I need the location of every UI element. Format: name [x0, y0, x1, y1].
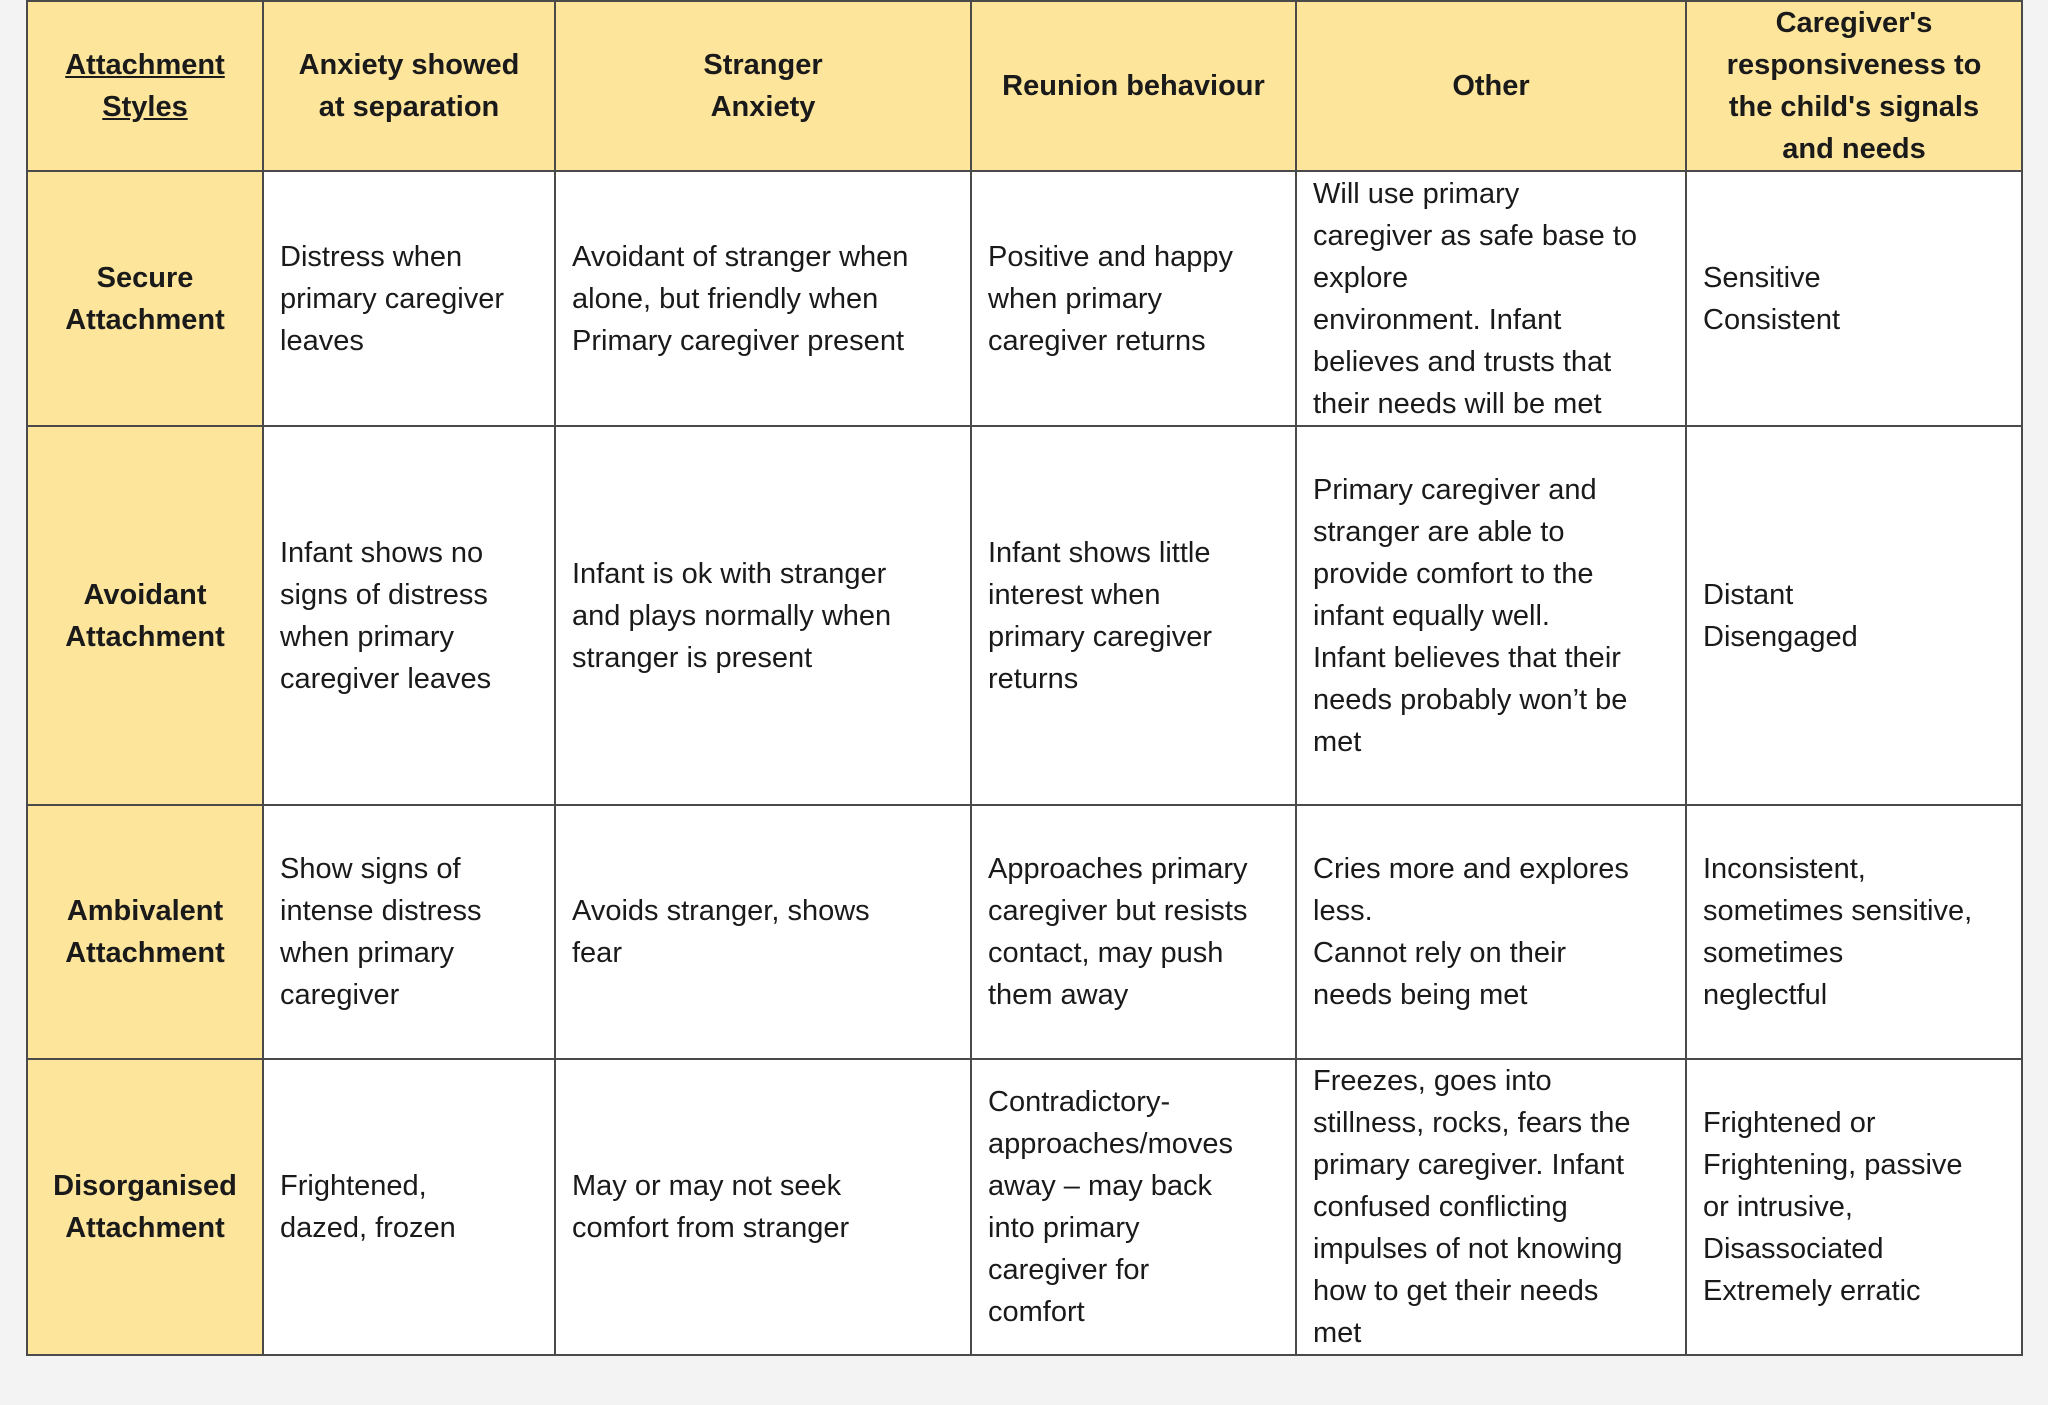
header-reunion-behaviour: Reunion behaviour: [971, 1, 1296, 171]
cell-anxiety-at-separation: Infant shows no signs of distress when primary caregiver leaves: [263, 426, 555, 805]
header-row: [27, 1, 2022, 171]
cell-caregiver-responsiveness: Frightened or Frightening, passive or intrusive, Disassociated Extremely erratic: [1686, 1059, 2022, 1355]
attachment-styles-table: [26, 0, 2023, 1356]
table-row: [27, 171, 2022, 426]
cell-stranger-anxiety: Infant is ok with stranger and plays normally when stranger is present: [555, 426, 971, 805]
cell-anxiety-at-separation: Show signs of intense distress when primary caregiver: [263, 805, 555, 1059]
cell-anxiety-at-separation: Distress when primary caregiver leaves: [263, 171, 555, 426]
row-label-disorganised: Disorganised Attachment: [27, 1059, 263, 1355]
row-label-avoidant: Avoidant Attachment: [27, 426, 263, 805]
header-other: Other: [1296, 1, 1686, 171]
cell-caregiver-responsiveness: Distant Disengaged: [1686, 426, 2022, 805]
cell-other: Will use primary caregiver as safe base to explore environment. Infant believes and trusts that their needs will be met: [1296, 171, 1686, 426]
cell-stranger-anxiety: Avoidant of stranger when alone, but friendly when Primary caregiver present: [555, 171, 971, 426]
cell-other: Primary caregiver and stranger are able to provide comfort to the infant equally well. Infant believes that their needs probably won’t be met: [1296, 426, 1686, 805]
cell-reunion-behaviour: Infant shows little interest when primary caregiver returns: [971, 426, 1296, 805]
header-attachment-styles: [27, 1, 263, 171]
row-label-ambivalent: Ambivalent Attachment: [27, 805, 263, 1059]
table-row: [27, 805, 2022, 1059]
cell-other: Cries more and explores less. Cannot rely on their needs being met: [1296, 805, 1686, 1059]
header-attachment-styles-label: Attachment Styles: [65, 49, 225, 123]
cell-anxiety-at-separation: Frightened, dazed, frozen: [263, 1059, 555, 1355]
cell-caregiver-responsiveness: Inconsistent, sometimes sensitive, sometimes neglectful: [1686, 805, 2022, 1059]
row-label-secure: Secure Attachment: [27, 171, 263, 426]
table-row: [27, 426, 2022, 805]
cell-stranger-anxiety: May or may not seek comfort from stranger: [555, 1059, 971, 1355]
cell-caregiver-responsiveness: Sensitive Consistent: [1686, 171, 2022, 426]
cell-other: Freezes, goes into stillness, rocks, fears the primary caregiver. Infant confused conflicting impulses of not knowing how to get their needs met: [1296, 1059, 1686, 1355]
cell-reunion-behaviour: Contradictory- approaches/moves away – may back into primary caregiver for comfort: [971, 1059, 1296, 1355]
cell-stranger-anxiety: Avoids stranger, shows fear: [555, 805, 971, 1059]
header-caregiver-responsiveness: Caregiver's responsiveness to the child's signals and needs: [1686, 1, 2022, 171]
cell-reunion-behaviour: Positive and happy when primary caregiver returns: [971, 171, 1296, 426]
table-row: [27, 1059, 2022, 1355]
header-anxiety-at-separation: Anxiety showed at separation: [263, 1, 555, 171]
cell-reunion-behaviour: Approaches primary caregiver but resists contact, may push them away: [971, 805, 1296, 1059]
header-stranger-anxiety: Stranger Anxiety: [555, 1, 971, 171]
